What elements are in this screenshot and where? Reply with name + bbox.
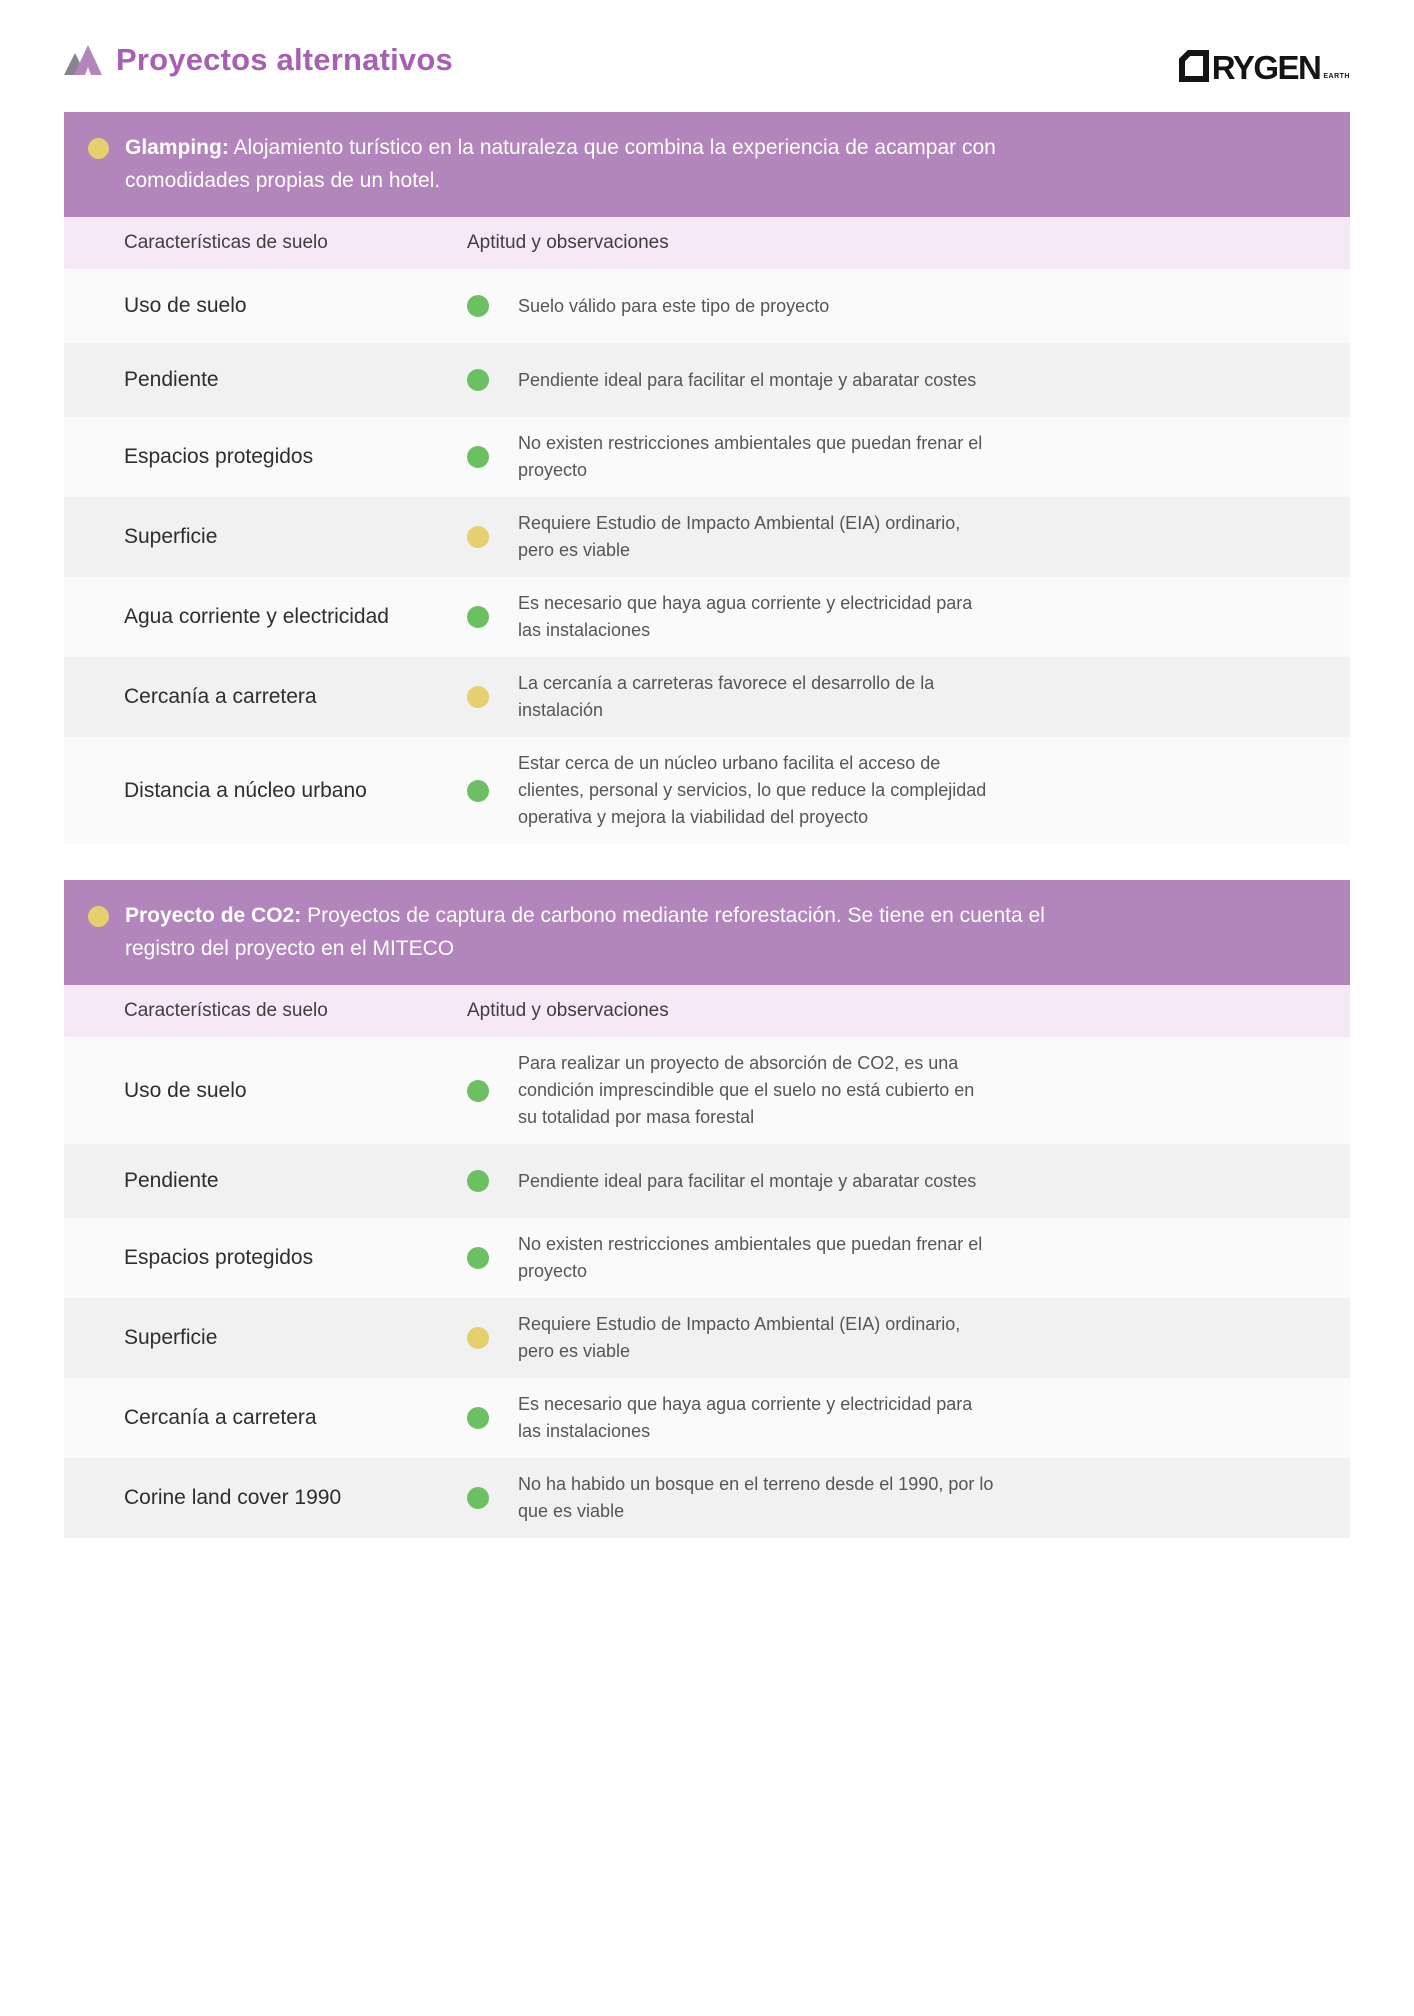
status-dot-icon	[467, 295, 489, 317]
status-dot-icon	[467, 606, 489, 628]
status-cell	[467, 606, 518, 628]
table-row	[64, 577, 1350, 657]
status-cell	[467, 780, 518, 802]
column-header-feature: Características de suelo	[124, 1000, 328, 1022]
status-dot-icon	[467, 780, 489, 802]
status-dot-icon	[467, 446, 489, 468]
column-header-aptitude: Aptitud y observaciones	[467, 1000, 669, 1022]
section-title: Proyecto de CO2:	[125, 904, 302, 928]
feature-cell: Espacios protegidos	[124, 445, 314, 469]
feature-cell: Espacios protegidos	[124, 1246, 314, 1270]
page-title-text: Proyectos alternativos	[116, 42, 453, 77]
section-description: Proyectos de captura de carbono mediante reforestación. Se tiene en cuenta el registro del proyecto en el MITECO	[125, 904, 1045, 960]
observation-cell: No existen restricciones ambientales que puedan frenar el proyecto	[518, 433, 983, 481]
feature-cell: Uso de suelo	[124, 1078, 247, 1102]
table-row	[64, 1298, 1350, 1378]
feature-cell: Pendiente	[124, 368, 219, 392]
logo-sub-wrap	[1323, 73, 1350, 82]
table-row	[64, 737, 1350, 844]
status-cell	[467, 1080, 518, 1102]
feature-cell: Cercanía a carretera	[124, 1406, 317, 1430]
status-dot-icon	[467, 1487, 489, 1509]
observation-cell: Suelo válido para este tipo de proyecto	[518, 295, 830, 316]
status-cell	[467, 1407, 518, 1429]
orygen-logo	[1179, 48, 1350, 86]
feature-cell: Distancia a núcleo urbano	[124, 778, 367, 802]
table-body	[64, 1037, 1350, 1538]
status-dot-icon	[467, 1327, 489, 1349]
table-header	[64, 217, 1350, 269]
status-dot-icon	[467, 1080, 489, 1102]
logo-sub-text: EARTH	[1323, 73, 1350, 80]
observation-cell: Pendiente ideal para facilitar el montaje y abaratar costes	[518, 369, 977, 390]
observation-cell: Pendiente ideal para facilitar el montaje y abaratar costes	[518, 1170, 977, 1191]
section-glamping	[64, 112, 1350, 844]
status-dot-icon	[467, 369, 489, 391]
status-cell	[467, 1327, 518, 1349]
observation-cell: Requiere Estudio de Impacto Ambiental (EIA) ordinario, pero es viable	[518, 1314, 961, 1362]
table-row	[64, 657, 1350, 737]
section-banner	[64, 880, 1350, 985]
feature-cell: Cercanía a carretera	[124, 685, 317, 709]
status-cell	[467, 1170, 518, 1192]
bullet-icon	[88, 906, 109, 927]
banner-text	[125, 900, 1085, 965]
table-header	[64, 985, 1350, 1037]
status-dot-icon	[467, 1407, 489, 1429]
logo-text: RYGEN	[1211, 48, 1321, 86]
status-cell	[467, 1247, 518, 1269]
table-row	[64, 1218, 1350, 1298]
section-title: Glamping:	[125, 136, 229, 159]
table-row	[64, 1458, 1350, 1538]
page-title	[64, 42, 453, 78]
tent-icon	[64, 45, 102, 75]
observation-cell: Para realizar un proyecto de absorción de CO2, es una condición imprescindible que el suelo no está cubierto en su totalidad por masa forestal	[518, 1053, 975, 1128]
status-cell	[467, 295, 518, 317]
section-co2	[64, 880, 1350, 1538]
section-banner	[64, 112, 1350, 217]
table-row	[64, 1037, 1350, 1144]
feature-cell: Superficie	[124, 1326, 218, 1350]
table-row	[64, 343, 1350, 417]
table-row	[64, 417, 1350, 497]
observation-cell: Es necesario que haya agua corriente y electricidad para las instalaciones	[518, 593, 973, 641]
observation-cell: Es necesario que haya agua corriente y electricidad para las instalaciones	[518, 1394, 973, 1442]
table-row	[64, 269, 1350, 343]
table-row	[64, 1144, 1350, 1218]
status-cell	[467, 526, 518, 548]
feature-cell: Uso de suelo	[124, 294, 247, 318]
observation-cell: No existen restricciones ambientales que puedan frenar el proyecto	[518, 1234, 983, 1282]
column-header-aptitude: Aptitud y observaciones	[467, 232, 669, 254]
feature-cell: Corine land cover 1990	[124, 1486, 342, 1510]
status-cell	[467, 446, 518, 468]
observation-cell: Estar cerca de un núcleo urbano facilita el acceso de clientes, personal y servicios, lo que reduce la complejidad operativa y mejora la viabilidad del proyecto	[518, 753, 987, 828]
feature-cell: Agua corriente y electricidad	[124, 605, 389, 629]
status-cell	[467, 369, 518, 391]
status-dot-icon	[467, 686, 489, 708]
section-description: Alojamiento turístico en la naturaleza que combina la experiencia de acampar con comodidades propias de un hotel.	[125, 136, 996, 192]
observation-cell: No ha habido un bosque en el terreno desde el 1990, por lo que es viable	[518, 1474, 994, 1522]
status-cell	[467, 1487, 518, 1509]
logo-mark-icon	[1179, 50, 1209, 82]
status-dot-icon	[467, 1170, 489, 1192]
page-header	[64, 42, 1350, 86]
observation-cell: Requiere Estudio de Impacto Ambiental (EIA) ordinario, pero es viable	[518, 513, 961, 561]
observation-cell: La cercanía a carreteras favorece el desarrollo de la instalación	[518, 673, 935, 721]
feature-cell: Pendiente	[124, 1169, 219, 1193]
column-header-feature: Características de suelo	[124, 232, 328, 254]
table-row	[64, 1378, 1350, 1458]
bullet-icon	[88, 138, 109, 159]
table-body	[64, 269, 1350, 844]
table-row	[64, 497, 1350, 577]
banner-text	[125, 132, 1085, 197]
status-dot-icon	[467, 526, 489, 548]
status-cell	[467, 686, 518, 708]
feature-cell: Superficie	[124, 525, 218, 549]
status-dot-icon	[467, 1247, 489, 1269]
